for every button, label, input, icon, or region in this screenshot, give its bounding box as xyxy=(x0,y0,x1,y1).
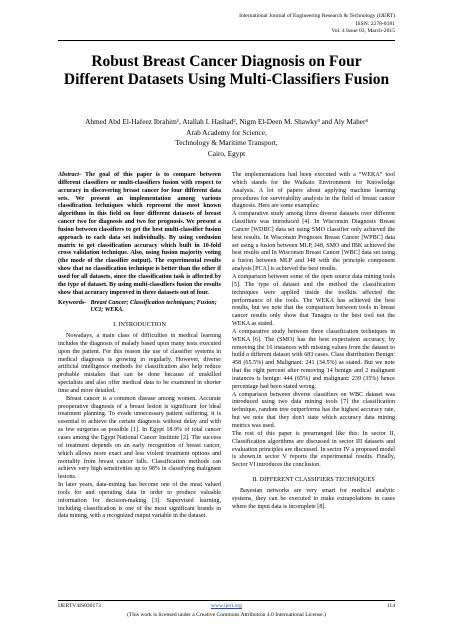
intro-paragraph-2: Breast cancer is a common disease among women. Accurate preoperative diagnosis of a breast lesion is significant for ideal treatment planning. To evade unnecessary patient suffering, it is essential to achieve the certain diagnosis without delay and with as few surgeries as possible [1]. In Egypt 18.9% of total cancer cases among the Egypt National Cancer Institute [2]. The success of treatment depends on an early recognition of breast cancer, which allows more exact and less violent treatment options and mortality from breast cancer falls. Classification methods can achieve very high sensitivities up to 98% in classifying malignant lesions. xyxy=(58,395,221,481)
right-paragraph-3: A comparison between some of the open source data mining tools [5]. The type of dataset and the method the classification techniques were applied inside the toolkits affected the performance of the tools. The WEKA has achieved the best results, but we note that the comparison between tools in breast cancer results only show that Tanagra is the best tool not the WEKA as stated. xyxy=(232,273,395,328)
affiliation-line-1: Arab Academy for Science, xyxy=(186,127,267,137)
intro-paragraph-1: Nowadays, a main class of difficulties in medical learning includes the diagnosis of malady based upon many tests executed upon the patient. For this reason the use of classifier systems in medical diagnosis is growing in regularly. However, diverse artificial intelligence methods for classification also help reduce probable mistakes that can be done because of unskilled specialists and also offer medical data to be examined in shorter time and more detailed. xyxy=(58,333,221,394)
left-column xyxy=(58,172,221,521)
right-paragraph-2: A comparative study among three diverse datasets over different classifiers was introduced [4]. In Wisconsin Diagnosis Breast Cancer [WDBC] data set using SMO classifier only achieved the best results. In Wisconsin Prognosis Breast Cancer [WPBC] data set using a fusion between MLP, J48, SMO and IBK achieved the best results and In Wisconsin Breast Cancer [WBC] data set using a fusion between MLP and J48 with the principle component analysis [PCA] is achieved the best results. xyxy=(232,211,395,273)
section-heading-introduction: I. INTRODUCTION xyxy=(113,321,166,329)
paper-title xyxy=(40,53,413,89)
keywords xyxy=(58,300,221,316)
author-names: Ahmed Abd El-Hafeez Ibrahim¹, Atallah I. Hashad², Nigm El-Deen M. Shawky³ and Aly Maher⁴ xyxy=(85,117,368,126)
abstract-text: The goal of this paper is to compare between different classifiers or multi-classifiers fusion with respect to accuracy in discovering breast cancer for four different data sets. We present an implementation among various classification techniques which represent the most known algorithms in this field on four different datasets of breast cancer two for diagnosis and two for prognosis. We present a fusion between classifiers to get the best multi-classifier fusion approach to each data set individually. By using confusion matrix to get classification accuracy which built in 10-fold cross validation technique. Also, using fusion majority voting (the mode of the classifier output). The experimental results show that no classification technique is better than the other if used for all datasets, since the classification task is affected by the type of dataset. By using multi-classifiers fusion the results show that accuracy improved in three datasets out of four. xyxy=(58,172,221,296)
keywords-label: Keywords- xyxy=(58,299,87,306)
right-paragraph-5: A comparison between diverse classifiers on WBC dataset was introduced using two data mining tools [7] the classification technique, random tree outperforms has the highest accuracy rate, but we note that they don't state which accuracy data mining metrics was used. xyxy=(232,391,395,429)
footer-divider xyxy=(58,600,395,601)
intro-paragraph-3: In later years, data-mining has become one of the most valued tools for and operating data in order to produce valuable information for decision-making [3]. Supervised learning, including classification is one of the most significant brands in data mining, with a recognized output variable in the dataset. xyxy=(58,482,221,520)
right-paragraph-6: The rest of this paper is prearranged like this: In sector II, Classification algorithms are discussed in sector III datasets and evaluation principles are discussed. In sector IV a proposed model is shown.in sector V reports the experimental results. Finally, Sector VI introduces the conclusion. xyxy=(232,430,395,469)
license-note: (This work is licensed under a Creative Commons Attribution 4.0 International License.) xyxy=(127,612,326,618)
abstract xyxy=(58,172,221,298)
keywords-text: Breast Cancer; Classification techniques; Fusion; UCI; WEKA. xyxy=(90,299,217,314)
abstract-label: Abstract- xyxy=(58,172,82,178)
paper-id: IJERTV4IS030173 xyxy=(58,603,101,609)
journal-volume: Vol. 4 Issue 03, March-2015 xyxy=(331,28,395,35)
title-line-2: Different Datasets Using Multi-Classifiers Fusion xyxy=(63,71,390,88)
affiliation-line-2: Technology & Maritime Transport, xyxy=(175,138,278,147)
page-number: 114 xyxy=(386,603,395,609)
journal-header xyxy=(239,13,395,36)
right-paragraph-1: The implementations had been executed with a “WEKA” tool which stands for the Waikato Environment for Knowledge Analysis. A lot of papers about applying machine learning procedures for survivability analysis in the field of breast cancer diagnosis. Here are some examples: xyxy=(232,172,395,210)
header-divider xyxy=(58,40,395,41)
journal-issn: ISSN: 2278-0181 xyxy=(355,20,395,27)
author-block xyxy=(30,117,423,159)
right-column xyxy=(232,172,395,511)
journal-link[interactable]: www.ijert.org xyxy=(211,603,242,609)
section-heading-classifiers: II. DIFFERENT CLASSIFIERS TECHNIQUES xyxy=(252,476,375,484)
title-line-1: Robust Breast Cancer Diagnosis on Four xyxy=(91,53,362,70)
affiliation-line-3: Cairo, Egypt xyxy=(207,148,246,158)
journal-name: International Journal of Engineering Research & Technology (IJERT) xyxy=(239,13,395,19)
right-paragraph-7: Bayesian networks are very smart for medical analytic systems, they can be executed to make extrapolations in cases where the input data is incomplete [8]. xyxy=(232,487,395,510)
right-paragraph-4: A comparative study between three classification techniques in WEKA [6]. The (SMO) has the best expectation accuracy, by removing the 16 instances with missing values from the dataset to build a different dataset with 683 cases. Class distribution Benign: 458 (65.5%) and Malignant: 241 (34.5%) as stated. But we note that the right percent after removing 14 benign and 2 malignant instances is benign: 444 (65%) and malignant: 239 (35%) hence percentage had been stated wrong. xyxy=(232,328,395,390)
